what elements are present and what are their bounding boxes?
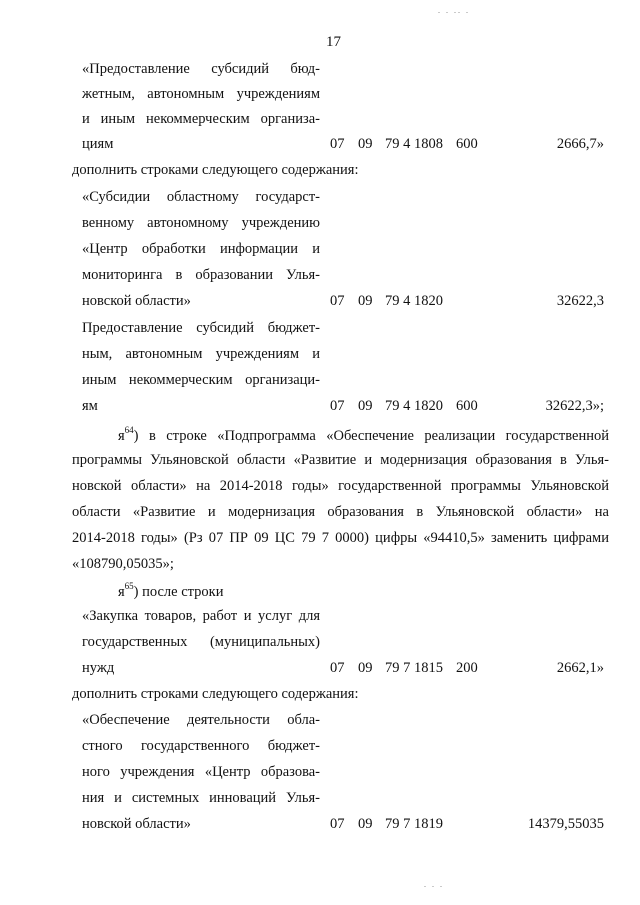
block1-line: и иным некоммерческим организа- — [82, 111, 320, 127]
block1-line: циям — [82, 136, 114, 152]
add-lines-caption: дополнить строками следующего содержания: — [72, 686, 359, 702]
block1-vr: 600 — [456, 136, 478, 152]
block2-sum: 32622,3 — [556, 293, 604, 309]
scan-marks: . . .. . — [438, 6, 470, 15]
block4-sum: 2662,1» — [556, 660, 604, 676]
add-lines-caption: дополнить строками следующего содержания: — [72, 162, 359, 178]
block4-line: нужд — [82, 660, 115, 676]
block2-rz: 07 — [330, 293, 345, 309]
block4-pr: 09 — [358, 660, 373, 676]
block5-cs: 79 7 1819 — [385, 816, 443, 832]
block5-line: стного государственного бюджет- — [82, 738, 320, 754]
para64-line: области «Развитие и модернизация образования в Ульяновской области» на — [72, 504, 609, 520]
para64-line — [118, 426, 609, 445]
block5-rz: 07 — [330, 816, 345, 832]
block5-line: новской области» — [82, 816, 191, 832]
para64-sup: 64 — [124, 425, 134, 435]
block3-line: ным, автономным учреждениям и — [82, 346, 320, 362]
block4-line: государственных (муниципальных) — [82, 634, 320, 650]
scan-marks: . . . — [424, 880, 444, 889]
para65-text: ) после строки — [133, 583, 224, 600]
block5-line: «Обеспечение деятельности обла- — [82, 712, 320, 728]
block4-vr: 200 — [456, 660, 478, 676]
block3-rz: 07 — [330, 398, 345, 414]
block2-line: мониторинга в образовании Улья- — [82, 267, 320, 283]
block1-line: «Предоставление субсидий бюд- — [82, 61, 320, 77]
block2-pr: 09 — [358, 293, 373, 309]
block2-line: венному автономному учреждению — [82, 215, 320, 231]
block5-line: ния и системных инноваций Улья- — [82, 790, 320, 806]
block3-cs: 79 4 1820 — [385, 398, 443, 414]
para64-text: ) в строке «Подпрограмма «Обеспечение реализации государственной — [133, 427, 609, 444]
block2-line: «Субсидии областному государст- — [82, 189, 320, 205]
block1-sum: 2666,7» — [556, 136, 604, 152]
block5-pr: 09 — [358, 816, 373, 832]
block4-cs: 79 7 1815 — [385, 660, 443, 676]
block1-rz: 07 — [330, 136, 345, 152]
block5-sum: 14379,55035 — [527, 816, 604, 832]
para65-line — [118, 582, 223, 601]
block2-cs: 79 4 1820 — [385, 293, 443, 309]
block3-line: Предоставление субсидий бюджет- — [82, 320, 320, 336]
para64-line: новской области» на 2014-2018 годы» государственной программы Ульяновской — [72, 478, 609, 494]
block4-rz: 07 — [330, 660, 345, 676]
para64-letter: я — [118, 427, 125, 444]
para65-sup: 65 — [124, 581, 134, 591]
block2-line: новской области» — [82, 293, 191, 309]
block1-pr: 09 — [358, 136, 373, 152]
block3-pr: 09 — [358, 398, 373, 414]
block3-sum: 32622,3»; — [545, 398, 604, 414]
para64-line: программы Ульяновской области «Развитие и модернизация образования в Улья- — [72, 452, 609, 468]
block4-line: «Закупка товаров, работ и услуг для — [82, 608, 320, 624]
para64-line: 2014-2018 годы» (Рз 07 ПР 09 ЦС 79 7 0000) цифры «94410,5» заменить цифрами — [72, 530, 609, 546]
page-number: 17 — [326, 34, 341, 50]
block3-vr: 600 — [456, 398, 478, 414]
block5-line: ного учреждения «Центр образова- — [82, 764, 320, 780]
block2-line: «Центр обработки информации и — [82, 241, 320, 257]
block3-line: иным некоммерческим организаци- — [82, 372, 320, 388]
para65-letter: я — [118, 583, 125, 600]
para64-line: «108790,05035»; — [72, 556, 174, 572]
block3-line: ям — [82, 398, 98, 414]
block1-line: жетным, автономным учреждениям — [82, 86, 320, 102]
block1-cs: 79 4 1808 — [385, 136, 443, 152]
